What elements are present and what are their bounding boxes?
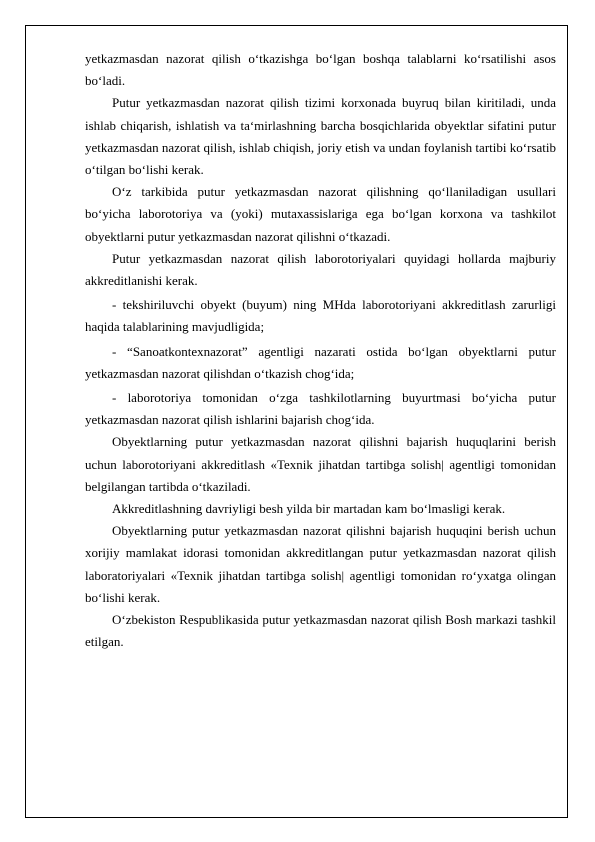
list-item-agency: - “Sanoatkontexnazorat” agentligi nazarati ostida bo‘lgan obyektlarni putur yetkazmasdan nazorat qilishdan o‘tkazish chog‘ida;	[85, 343, 556, 381]
paragraph-accreditation-cases: Putur yetkazmasdan nazorat qilish laborotoriyalari quyidagi hollarda majburiy akkreditlanishi kerak.	[85, 250, 556, 289]
paragraph-periodicity: Akkreditlashning davriyligi besh yilda bir martadan kam bo‘lmasligi kerak.	[112, 501, 506, 517]
paragraph-continuation: yetkazmasdan nazorat qilish o‘tkazishga bo‘lgan boshqa talablarni ko‘rsatilishi asos bo‘ladi.	[85, 51, 556, 89]
list-item-order: - laborotoriya tomonidan o‘zga tashkilotlarning buyurtmasi bo‘yicha putur yetkazmasdan nazorat qilish ishlarini bajarish chog‘ida.	[85, 390, 556, 428]
list-item-requirement: - tekshiriluvchi obyekt (buyum) ning MHda laborotoriyani akkreditlash zarurligi haqida talablarining mavjudligida;	[85, 297, 556, 335]
paragraph-foreign-labs: Obyektlarning putur yetkazmasdan nazorat qilishni bajarish huquqini berish uchun xorijiy mamlakat idorasi tomonidan akkreditlangan putur yetkazmasdan nazorat qilish laboratoriyalari «Texnik jihatdan tartibga solish| agentligi tomonidan ro‘yxatga olingan bo‘lishi kerak.	[85, 523, 556, 605]
document-body	[85, 48, 556, 653]
paragraph-accreditation-procedure: Obyektlarning putur yetkazmasdan nazorat qilishni bajarish huquqlarini berish uchun laborotoriyani akkreditlash «Texnik jihatdan tartibga solish| agentligi tomonidan belgilangan tartibda o‘tkaziladi.	[85, 434, 556, 494]
paragraph-control-system: Putur yetkazmasdan nazorat qilish tizimi korxonada buyruq bilan kiritiladi, unda ishlab chiqarish, ishlatish va ta‘mirlashning barcha bosqichlarida obyektlar sifatini putur yetkazmasdan nazorat qilish, ishlab chiqish, joriy etish va undan foylanish tartibi ko‘rsatib o‘tilgan bo‘lishi kerak.	[85, 95, 556, 178]
paragraph-main-center: O‘zbekiston Respublikasida putur yetkazmasdan nazorat qilish Bosh markazi tashkil etilgan.	[85, 612, 556, 650]
paragraph-laboratory: O‘z tarkibida putur yetkazmasdan nazorat qilishning qo‘llaniladigan usullari bo‘yicha laborotoriya va (yoki) mutaxassislariga ega bo‘lgan korxona va tashkilot obyektlarni putur yetkazmasdan nazorat qilishni o‘tkazadi.	[85, 184, 556, 244]
